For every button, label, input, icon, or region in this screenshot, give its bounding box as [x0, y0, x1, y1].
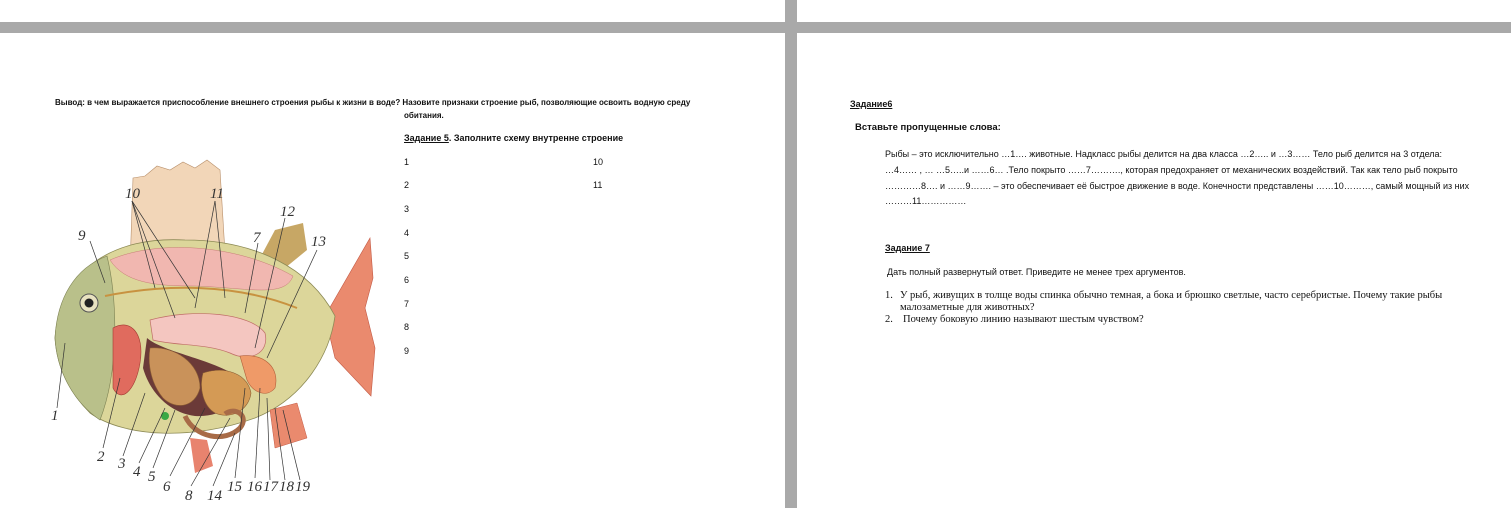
list-item: 9	[404, 346, 410, 356]
list-item: 10	[593, 157, 604, 167]
question-1-line-1: У рыб, живущих в толще воды спинка обычно темная, а бока и брюшко светлые, часто серебристые. Почему такие рыбы	[900, 290, 1443, 301]
fish-anatomy-illustration	[35, 148, 395, 504]
task6-line-4: ………11……………	[885, 196, 967, 206]
question-1-line-2: малозаметные для животных?	[900, 302, 1035, 313]
conclusion-line-1: Вывод: в чем выражается приспособление внешнего строения рыбы к жизни в воде? Назовите признаки строение рыб, позволяющие освоить водную среду	[55, 98, 691, 107]
fish-head	[55, 256, 115, 420]
pupil	[85, 299, 94, 308]
page-top-left	[0, 0, 785, 22]
question-2-text: Почему боковую линию называют шестым чувством?	[903, 314, 1144, 325]
fish-label-10: 10	[125, 186, 140, 202]
task5-title-rest: . Заполните схему внутренне строение	[448, 133, 624, 143]
task6-line-2: …4…… , … …5…..и ……6… .Тело покрыто ……7………., которая предохраняет от механических воздействий. Так как тело рыб покрыто	[885, 165, 1458, 175]
task6-instruction: Вставьте пропущенные слова:	[855, 122, 1001, 133]
list-item: 3	[404, 204, 410, 214]
list-item: 7	[404, 299, 410, 309]
page-top-right	[797, 0, 1511, 22]
fish-label-17: 17	[263, 479, 278, 495]
list-item: 8	[404, 322, 410, 332]
fish-label-2: 2	[97, 449, 105, 465]
list-item: 4	[404, 228, 410, 238]
page-left	[0, 33, 785, 508]
fish-label-3: 3	[118, 456, 126, 472]
fish-label-12: 12	[280, 204, 295, 220]
list-item: 11	[593, 180, 603, 190]
task5-title-underlined: Задание 5	[404, 133, 449, 143]
list-item: 5	[404, 251, 410, 261]
task6-title: Задание6	[850, 99, 893, 109]
list-item: 2	[404, 180, 410, 190]
task6-line-3: …………8…. и ……9……. – это обеспечивает её быстрое движение в воде. Конечности представлены ……10………, самый мощный из них	[885, 181, 1470, 191]
fish-label-16: 16	[247, 479, 262, 495]
question-2-number: 2.	[885, 314, 893, 325]
fish-label-7: 7	[253, 230, 261, 246]
fish-label-8: 8	[185, 488, 193, 504]
fish-label-15: 15	[227, 479, 242, 495]
task7-title: Задание 7	[885, 243, 930, 253]
fish-label-18: 18	[279, 479, 294, 495]
fish-label-11: 11	[210, 186, 224, 202]
fish-label-6: 6	[163, 479, 171, 495]
conclusion-line-2: обитания.	[404, 111, 444, 120]
fish-label-14: 14	[207, 488, 222, 504]
fish-label-9: 9	[78, 228, 86, 244]
fish-label-13: 13	[311, 234, 326, 250]
fish-label-1: 1	[51, 408, 59, 424]
fish-label-5: 5	[148, 469, 156, 485]
task7-instruction: Дать полный развернутый ответ. Приведите не менее трех аргументов.	[887, 267, 1186, 277]
fish-label-19: 19	[295, 479, 310, 495]
task6-line-1: Рыбы – это исключительно …1…. животные. Надкласс рыбы делится на два класса …2….. и …3…… Тело рыб делится на 3 отдела:	[885, 149, 1443, 159]
list-item: 1	[404, 157, 410, 167]
page-right	[797, 33, 1511, 508]
task5-title	[404, 132, 623, 144]
list-item: 6	[404, 275, 410, 285]
question-1-number: 1.	[885, 290, 893, 301]
fish-label-4: 4	[133, 464, 141, 480]
